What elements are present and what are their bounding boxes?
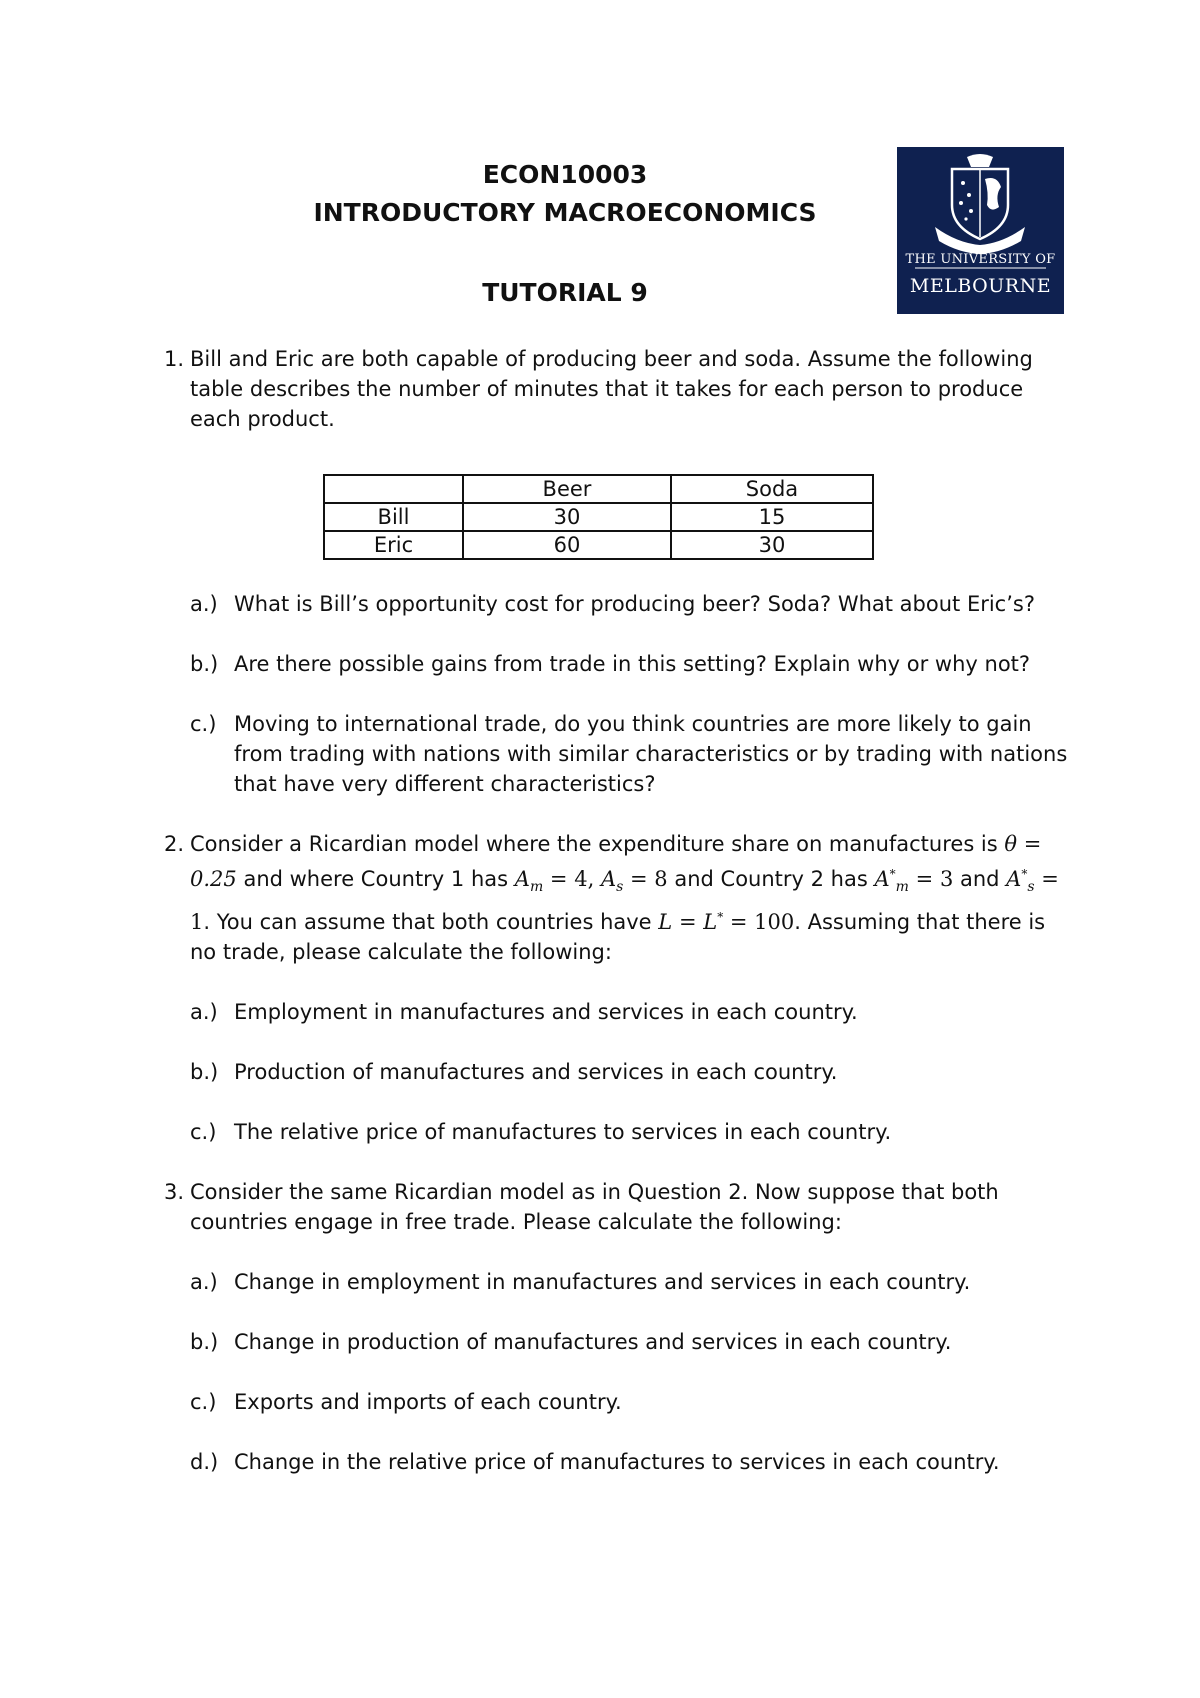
question-text: Consider a Ricardian model where the expenditure share on manufactures is θ = 0.25 and where Country 1 has $A_m = 4$, $A_s = 8$ and Country 2 has $A^*_m = 3$ and $A^*_s = 1$. You can assume that both countries have L = L* = 100. Assuming that there is no trade, please calculate the following: bbox=[190, 832, 1059, 965]
table-header-cell: Soda bbox=[671, 475, 873, 503]
text-segment: and Country 2 has bbox=[674, 867, 868, 891]
text-segment: . You can assume that both countries have bbox=[203, 910, 652, 935]
part-text: Are there possible gains from trade in this setting? Explain why or why not? bbox=[234, 652, 1031, 676]
question-3-part-c bbox=[150, 1387, 1070, 1417]
table-cell: 60 bbox=[463, 531, 671, 559]
table-header-cell: Beer bbox=[463, 475, 671, 503]
university-logo bbox=[897, 147, 1064, 314]
part-label: c.) bbox=[190, 712, 217, 736]
part-text: Change in production of manufactures and services in each country. bbox=[234, 1330, 952, 1355]
part-label: a.) bbox=[190, 1000, 218, 1025]
question-3 bbox=[150, 1177, 1070, 1237]
part-text: What is Bill’s opportunity cost for producing beer? Soda? What about Eric’s? bbox=[234, 592, 1035, 616]
question-1-part-c bbox=[150, 709, 1070, 799]
part-text: Exports and imports of each country. bbox=[234, 1390, 622, 1415]
math-a-s-star: $A^*_s$ bbox=[1006, 867, 1035, 896]
production-time-table bbox=[323, 474, 874, 560]
part-label: b.) bbox=[190, 652, 219, 676]
question-1-part-a bbox=[150, 589, 1070, 619]
text-segment: and where Country 1 has bbox=[243, 867, 509, 891]
question-3-part-b bbox=[150, 1327, 1070, 1357]
question-2 bbox=[150, 829, 1070, 967]
table-cell: Bill bbox=[324, 503, 463, 531]
part-text: Change in employment in manufactures and services in each country. bbox=[234, 1270, 971, 1295]
table-cell: 30 bbox=[671, 531, 873, 559]
part-text: Change in the relative price of manufactures to services in each country. bbox=[234, 1450, 1000, 1475]
question-number: 3. bbox=[163, 1180, 184, 1205]
part-label: d.) bbox=[190, 1450, 219, 1475]
part-text: Production of manufactures and services in each country. bbox=[234, 1060, 838, 1085]
part-text: Employment in manufactures and services in each country. bbox=[234, 1000, 858, 1025]
table-row bbox=[324, 531, 873, 559]
question-number: 1. bbox=[163, 347, 184, 371]
text-segment: Consider a Ricardian model where the expenditure share on manufactures is bbox=[190, 832, 998, 856]
table-header-cell bbox=[324, 475, 463, 503]
part-label: c.) bbox=[190, 1390, 217, 1415]
tutorial-content bbox=[150, 344, 1070, 1477]
a-s-star-value: 1 bbox=[190, 910, 204, 935]
part-label: a.) bbox=[190, 592, 218, 616]
question-text: Bill and Eric are both capable of producing beer and soda. Assume the following table describes the number of minutes that it takes for each person to produce each product. bbox=[190, 347, 1033, 431]
math-labor: L bbox=[658, 910, 673, 935]
question-1-part-b bbox=[150, 649, 1070, 679]
a-s-value: 8 bbox=[654, 867, 668, 891]
theta-expression: θ = 0.25 bbox=[190, 832, 1042, 891]
math-a-s: $A_s$ bbox=[600, 867, 624, 896]
table-cell: Eric bbox=[324, 531, 463, 559]
course-name: INTRODUCTORY MACROECONOMICS bbox=[313, 198, 817, 227]
part-label: c.) bbox=[190, 1120, 217, 1145]
part-label: a.) bbox=[190, 1270, 218, 1295]
labor-value: 100 bbox=[754, 910, 795, 935]
course-code: ECON10003 bbox=[482, 160, 648, 189]
table-cell: 30 bbox=[463, 503, 671, 531]
question-3-part-d bbox=[150, 1447, 1070, 1477]
a-m-star-value: 3 bbox=[939, 867, 954, 891]
part-label: b.) bbox=[190, 1330, 219, 1355]
tutorial-title: TUTORIAL 9 bbox=[482, 278, 648, 307]
question-text: Consider the same Ricardian model as in Question 2. Now suppose that both countries engage in free trade. Please calculate the following: bbox=[190, 1180, 999, 1235]
part-label: b.) bbox=[190, 1060, 219, 1085]
logo-text-line2: MELBOURNE bbox=[909, 275, 1052, 297]
math-a-m: $A_m$ bbox=[514, 867, 544, 896]
question-2-part-c bbox=[150, 1117, 1070, 1147]
a-m-value: 4 bbox=[574, 867, 588, 891]
part-text: Moving to international trade, do you think countries are more likely to gain from trading with nations with similar characteristics or by trading with nations that have very different characteristics? bbox=[234, 712, 1068, 796]
question-2-part-b bbox=[150, 1057, 1070, 1087]
question-2-part-a bbox=[150, 997, 1070, 1027]
question-number: 2. bbox=[163, 832, 184, 856]
text-segment: . Assuming that there is no trade, please calculate the following: bbox=[190, 910, 1046, 965]
part-text: The relative price of manufactures to services in each country. bbox=[234, 1120, 892, 1145]
question-1 bbox=[150, 344, 1070, 434]
math-a-m-star: $A^*_m$ bbox=[874, 867, 909, 896]
table-header-row bbox=[324, 475, 873, 503]
table-cell: 15 bbox=[671, 503, 873, 531]
table-row bbox=[324, 503, 873, 531]
logo-text-line1: THE UNIVERSITY OF bbox=[905, 252, 1056, 267]
document-header bbox=[160, 156, 970, 312]
question-3-part-a bbox=[150, 1267, 1070, 1297]
